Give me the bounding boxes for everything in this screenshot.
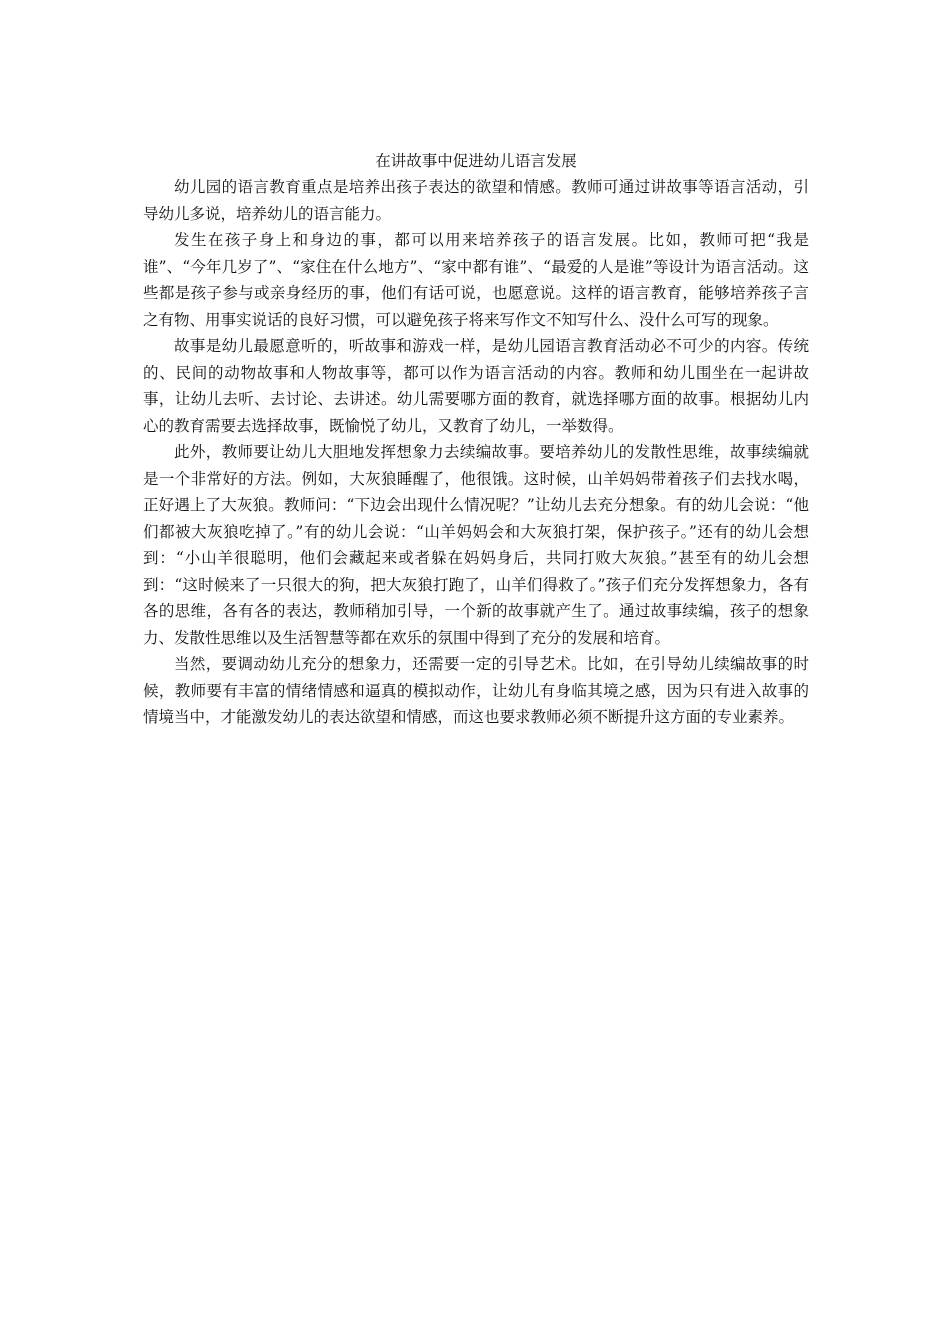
paragraph-2: 发生在孩子身上和身边的事，都可以用来培养孩子的语言发展。比如，教师可把“我是谁”、“今年几岁了”、“家住在什么地方”、“家中都有谁”、“最爱的人是谁”等设计为语言活动。这些都是孩子参与或亲身经历的事，他们有话可说，也愿意说。这样的语言教育，能够培养孩子言之有物、用事实说话的良好习惯，可以避免孩子将来写作文不知写什么、没什么可写的现象。: [143, 231, 809, 329]
paragraph-3: 故事是幼儿最愿意听的，听故事和游戏一样，是幼儿园语言教育活动必不可少的内容。传统的、民间的动物故事和人物故事等，都可以作为语言活动的内容。教师和幼儿围坐在一起讲故事，让幼儿去听、去讨论、去讲述。幼儿需要哪方面的教育，就选择哪方面的故事。根据幼儿内心的教育需要去选择故事，既愉悦了幼儿，又教育了幼儿，一举数得。: [143, 337, 809, 435]
paragraph-5: 当然，要调动幼儿充分的想象力，还需要一定的引导艺术。比如，在引导幼儿续编故事的时候，教师要有丰富的情绪情感和逼真的模拟动作，让幼儿有身临其境之感，因为只有进入故事的情境当中，才能激发幼儿的表达欲望和情感，而这也要求教师必须不断提升这方面的专业素养。: [143, 655, 809, 726]
document-title: 在讲故事中促进幼儿语言发展: [375, 152, 577, 170]
document-page: [143, 148, 809, 731]
paragraph-4: 此外，教师要让幼儿大胆地发挥想象力去续编故事。要培养幼儿的发散性思维，故事续编就是一个非常好的方法。例如，大灰狼睡醒了，他很饿。这时候，山羊妈妈带着孩子们去找水喝，正好遇上了大灰狼。教师问：“下边会出现什么情况呢？”让幼儿去充分想象。有的幼儿会说：“他们都被大灰狼吃掉了。”有的幼儿会说：“山羊妈妈会和大灰狼打架，保护孩子。”还有的幼儿会想到：“小山羊很聪明，他们会藏起来或者躲在妈妈身后，共同打败大灰狼。”甚至有的幼儿会想到：“这时候来了一只很大的狗，把大灰狼打跑了，山羊们得救了。”孩子们充分发挥想象力，各有各的思维，各有各的表达，教师稍加引导，一个新的故事就产生了。通过故事续编，孩子的想象力、发散性思维以及生活智慧等都在欢乐的氛围中得到了充分的发展和培育。: [143, 443, 809, 647]
paragraph-1: 幼儿园的语言教育重点是培养出孩子表达的欲望和情感。教师可通过讲故事等语言活动，引导幼儿多说，培养幼儿的语言能力。: [143, 178, 809, 223]
